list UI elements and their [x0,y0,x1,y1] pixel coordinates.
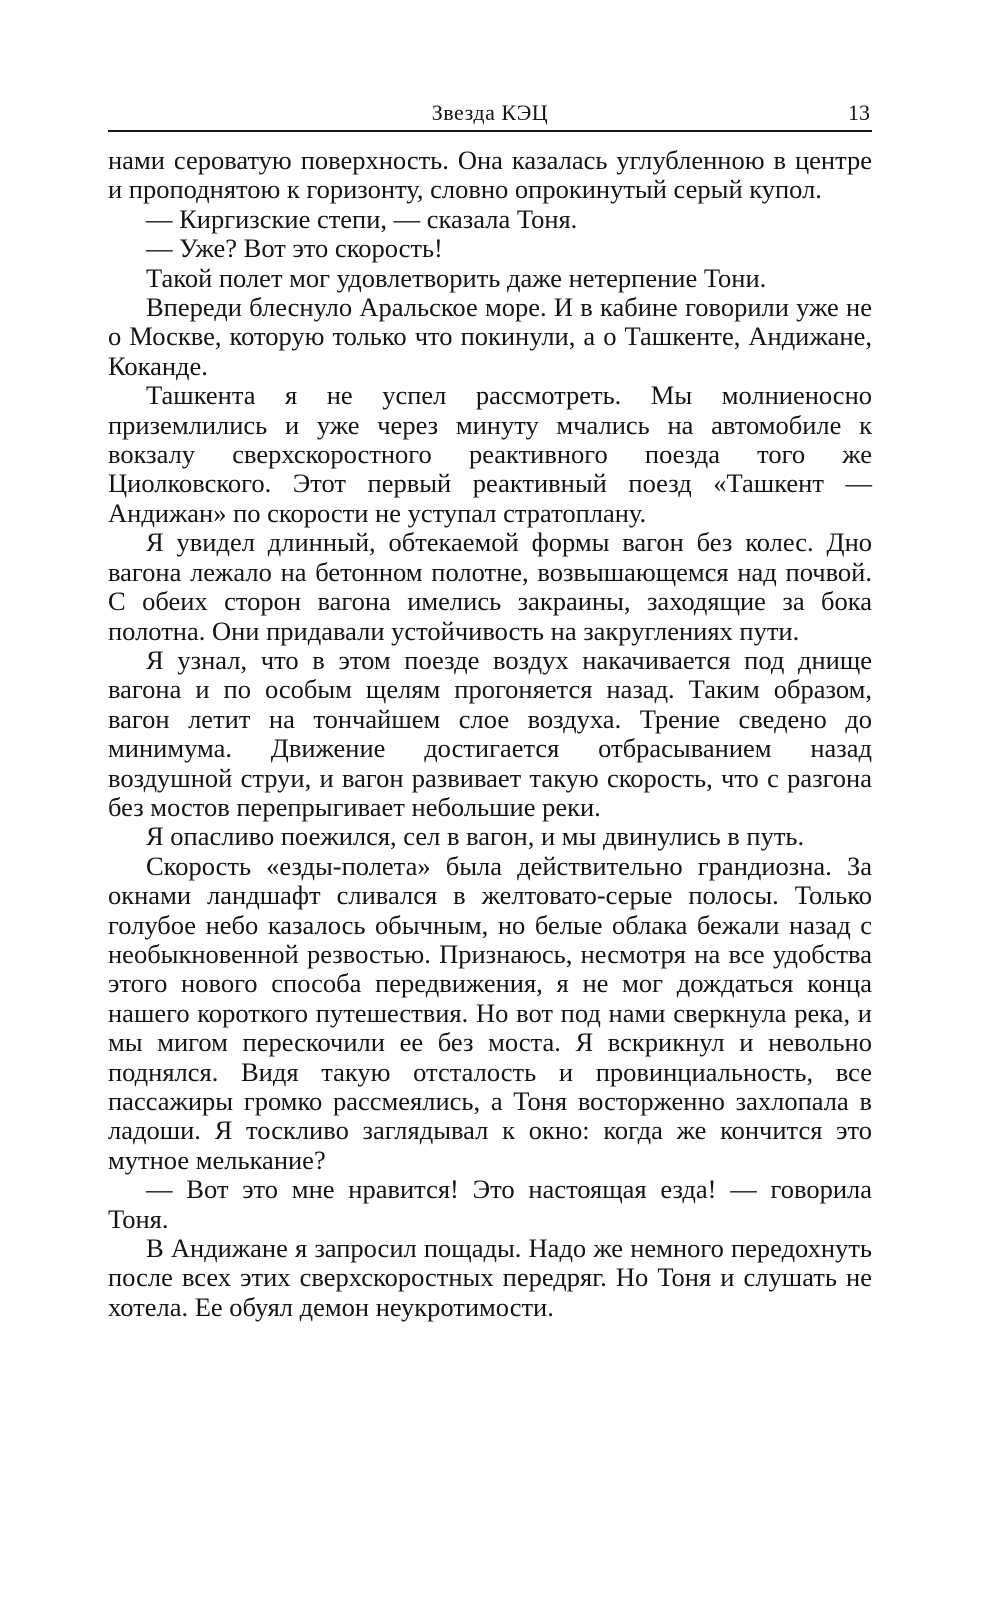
body-text [108,146,872,1322]
paragraph: В Андижане я запросил пощады. Надо же немного передохнуть после всех этих сверхскоростных передряг. Но Тоня и слушать не хотела. Ее обуял демон неукротимости. [108,1233,872,1322]
paragraph: Я узнал, что в этом поезде воздух накачивается под днище вагона и по особым щелям прогоняется назад. Таким образом, вагон летит на тончайшем слое воздуха. Трение сведено до минимума. Движение достигается отбрасыванием назад воздушной струи, и вагон развивает такую скорость, что с разгона без мостов перепрыгивает небольшие реки. [108,644,872,822]
paragraph: Я опасливо поежился, сел в вагон, и мы двинулись в путь. [146,821,805,852]
running-title: Звезда КЭЦ [431,100,549,125]
paragraph: Впереди блеснуло Аральское море. И в кабине говорили уже не о Москве, которую только что покинули, а о Ташкенте, Андижане, Коканде. [108,292,872,381]
paragraph: нами сероватую поверхность. Она казалась углубленною в центре и проподнятою к горизонту, словно опрокинутый серый купол. [108,145,872,205]
paragraph: — Вот это мне нравится! Это настоящая езда! — говорила Тоня. [108,1174,872,1234]
paragraph: Скорость «езды-полета» была действительно грандиозна. За окнами ландшафт сливался в желтовато-серые полосы. Только голубое небо казалось обычным, но белые облака бежали назад с необыкновенной резвостью. Признаюсь, несмотря на все удобства этого нового способа передвижения, я не мог дождаться конца нашего короткого путешествия. Но вот под нами сверкнула река, и мы мигом перескочили ее без моста. Я вскрикнул и невольно поднялся. Видя такую отсталость и провинциальность, все пассажиры громко рассмеялись, а Тоня восторженно захлопала в ладоши. Я тоскливо заглядывал к окно: когда же кончится это мутное мелькание? [108,850,872,1175]
page-number: 13 [848,100,870,125]
paragraph: Ташкента я не успел рассмотреть. Мы молниеносно приземлились и уже через минуту мчались на автомобиле к вокзалу сверхскоростного реактивного поезда того же Циолковского. Этот первый реактивный поезд «Ташкент — Андижан» по скорости не уступал стратоплану. [108,380,872,528]
paragraph: Я увидел длинный, обтекаемой формы вагон без колес. Дно вагона лежало на бетонном полотне, возвышающемся над почвой. С обеих сторон вагона имелись закраины, заходящие за бока полотна. Они придавали устойчивость на закруглениях пути. [108,527,872,646]
running-header [108,96,872,132]
paragraph: — Киргизские степи, — сказала Тоня. [146,203,578,234]
paragraph: — Уже? Вот это скорость! [146,233,443,264]
book-page [108,96,872,1322]
paragraph: Такой полет мог удовлетворить даже нетерпение Тони. [146,262,767,293]
